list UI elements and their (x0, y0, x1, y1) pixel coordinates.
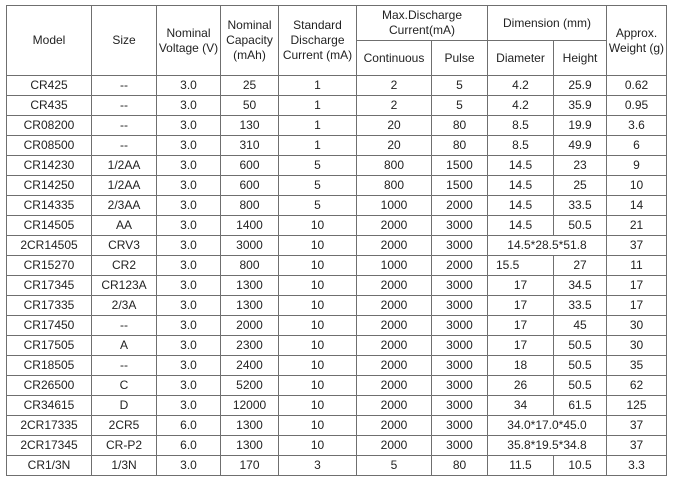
cell-height: 19.9 (554, 116, 607, 136)
cell-diameter: 34 (488, 396, 554, 416)
cell-capacity: 800 (221, 196, 279, 216)
cell-model: 2CR14505 (7, 236, 92, 256)
cell-voltage: 3.0 (157, 276, 221, 296)
cell-height: 33.5 (554, 196, 607, 216)
cell-size: CRV3 (92, 236, 157, 256)
cell-pulse: 3000 (432, 336, 488, 356)
cell-capacity: 310 (221, 136, 279, 156)
cell-height: 50.5 (554, 216, 607, 236)
header-pulse: Pulse (432, 41, 488, 76)
cell-size: -- (92, 76, 157, 96)
cell-height: 50.5 (554, 356, 607, 376)
cell-standard-current: 10 (279, 236, 357, 256)
cell-size: -- (92, 96, 157, 116)
cell-height: 23 (554, 156, 607, 176)
cell-pulse: 5 (432, 76, 488, 96)
cell-pulse: 3000 (432, 276, 488, 296)
spec-table-wrapper (6, 5, 667, 476)
cell-model: CR425 (7, 76, 92, 96)
cell-voltage: 3.0 (157, 296, 221, 316)
table-row (7, 256, 667, 276)
cell-continuous: 2000 (357, 356, 432, 376)
cell-pulse: 3000 (432, 236, 488, 256)
cell-size: A (92, 336, 157, 356)
table-row (7, 156, 667, 176)
cell-size: D (92, 396, 157, 416)
cell-size: CR-P2 (92, 436, 157, 456)
cell-capacity: 1300 (221, 296, 279, 316)
cell-voltage: 3.0 (157, 396, 221, 416)
cell-standard-current: 10 (279, 416, 357, 436)
cell-standard-current: 5 (279, 196, 357, 216)
cell-weight: 37 (607, 436, 667, 456)
header-model: Model (7, 6, 92, 76)
cell-model: 2CR17335 (7, 416, 92, 436)
battery-spec-table (6, 5, 667, 476)
cell-standard-current: 10 (279, 256, 357, 276)
cell-size: 2CR5 (92, 416, 157, 436)
cell-voltage: 3.0 (157, 96, 221, 116)
cell-capacity: 5200 (221, 376, 279, 396)
cell-height: 25.9 (554, 76, 607, 96)
cell-pulse: 80 (432, 456, 488, 476)
cell-capacity: 170 (221, 456, 279, 476)
cell-pulse: 3000 (432, 216, 488, 236)
cell-size: -- (92, 356, 157, 376)
cell-size: -- (92, 116, 157, 136)
cell-diameter: 4.2 (488, 76, 554, 96)
cell-capacity: 2300 (221, 336, 279, 356)
cell-voltage: 3.0 (157, 76, 221, 96)
cell-weight: 35 (607, 356, 667, 376)
header-continuous: Continuous (357, 41, 432, 76)
cell-weight: 9 (607, 156, 667, 176)
cell-continuous: 800 (357, 176, 432, 196)
cell-capacity: 1300 (221, 436, 279, 456)
cell-capacity: 2400 (221, 356, 279, 376)
header-height: Height (554, 41, 607, 76)
cell-size: -- (92, 316, 157, 336)
cell-model: CR14505 (7, 216, 92, 236)
cell-size: C (92, 376, 157, 396)
cell-continuous: 2000 (357, 376, 432, 396)
cell-pulse: 3000 (432, 356, 488, 376)
table-row (7, 196, 667, 216)
cell-pulse: 3000 (432, 436, 488, 456)
cell-diameter: 14.5 (488, 156, 554, 176)
table-row (7, 336, 667, 356)
cell-weight: 37 (607, 236, 667, 256)
cell-weight: 37 (607, 416, 667, 436)
cell-voltage: 3.0 (157, 216, 221, 236)
cell-weight: 30 (607, 316, 667, 336)
cell-continuous: 1000 (357, 256, 432, 276)
cell-height: 50.5 (554, 336, 607, 356)
cell-diameter: 18 (488, 356, 554, 376)
cell-height: 25 (554, 176, 607, 196)
header-weight: Approx. Weight (g) (607, 6, 667, 76)
cell-size: 1/2AA (92, 156, 157, 176)
cell-model: CR17505 (7, 336, 92, 356)
cell-height: 27 (554, 256, 607, 276)
cell-capacity: 1400 (221, 216, 279, 236)
cell-diameter: 14.5 (488, 176, 554, 196)
cell-continuous: 2 (357, 76, 432, 96)
cell-diameter: 15.5 (488, 256, 554, 276)
header-capacity: Nominal Capacity (mAh) (221, 6, 279, 76)
table-row (7, 276, 667, 296)
cell-pulse: 5 (432, 96, 488, 116)
cell-weight: 62 (607, 376, 667, 396)
cell-model: CR1/3N (7, 456, 92, 476)
cell-standard-current: 10 (279, 216, 357, 236)
table-row (7, 356, 667, 376)
cell-pulse: 1500 (432, 156, 488, 176)
cell-height: 45 (554, 316, 607, 336)
table-row (7, 216, 667, 236)
cell-pulse: 3000 (432, 396, 488, 416)
header-standard-current: Standard Discharge Current (mA) (279, 6, 357, 76)
cell-height: 10.5 (554, 456, 607, 476)
table-row (7, 236, 667, 256)
cell-diameter: 11.5 (488, 456, 554, 476)
cell-voltage: 3.0 (157, 136, 221, 156)
cell-model: CR18505 (7, 356, 92, 376)
cell-continuous: 2000 (357, 336, 432, 356)
cell-dimension: 35.8*19.5*34.8 (488, 436, 607, 456)
cell-weight: 0.62 (607, 76, 667, 96)
table-row (7, 176, 667, 196)
cell-capacity: 130 (221, 116, 279, 136)
cell-capacity: 800 (221, 256, 279, 276)
cell-dimension: 14.5*28.5*51.8 (488, 236, 607, 256)
cell-weight: 10 (607, 176, 667, 196)
cell-voltage: 3.0 (157, 376, 221, 396)
cell-dimension: 34.0*17.0*45.0 (488, 416, 607, 436)
cell-size: 1/2AA (92, 176, 157, 196)
cell-height: 61.5 (554, 396, 607, 416)
cell-voltage: 6.0 (157, 436, 221, 456)
cell-weight: 17 (607, 296, 667, 316)
cell-continuous: 2000 (357, 276, 432, 296)
cell-voltage: 3.0 (157, 116, 221, 136)
cell-capacity: 600 (221, 176, 279, 196)
cell-voltage: 6.0 (157, 416, 221, 436)
table-row (7, 96, 667, 116)
cell-pulse: 2000 (432, 256, 488, 276)
cell-weight: 21 (607, 216, 667, 236)
cell-model: CR08200 (7, 116, 92, 136)
cell-standard-current: 3 (279, 456, 357, 476)
cell-diameter: 8.5 (488, 136, 554, 156)
table-row (7, 376, 667, 396)
cell-diameter: 14.5 (488, 196, 554, 216)
cell-weight: 14 (607, 196, 667, 216)
cell-height: 33.5 (554, 296, 607, 316)
cell-standard-current: 10 (279, 296, 357, 316)
cell-standard-current: 1 (279, 136, 357, 156)
cell-weight: 0.95 (607, 96, 667, 116)
cell-continuous: 20 (357, 116, 432, 136)
table-row (7, 436, 667, 456)
cell-voltage: 3.0 (157, 336, 221, 356)
cell-size: 2/3AA (92, 196, 157, 216)
cell-standard-current: 1 (279, 96, 357, 116)
cell-continuous: 2000 (357, 236, 432, 256)
cell-pulse: 1500 (432, 176, 488, 196)
cell-standard-current: 10 (279, 276, 357, 296)
cell-voltage: 3.0 (157, 156, 221, 176)
cell-diameter: 17 (488, 296, 554, 316)
cell-model: CR17335 (7, 296, 92, 316)
cell-model: CR14230 (7, 156, 92, 176)
header-diameter: Diameter (488, 41, 554, 76)
cell-voltage: 3.0 (157, 256, 221, 276)
cell-continuous: 5 (357, 456, 432, 476)
cell-standard-current: 10 (279, 436, 357, 456)
table-row (7, 296, 667, 316)
cell-weight: 17 (607, 276, 667, 296)
table-row (7, 316, 667, 336)
header-dimension: Dimension (mm) (488, 6, 607, 41)
cell-continuous: 2000 (357, 416, 432, 436)
cell-pulse: 3000 (432, 416, 488, 436)
cell-capacity: 1300 (221, 416, 279, 436)
cell-capacity: 2000 (221, 316, 279, 336)
cell-weight: 3.6 (607, 116, 667, 136)
cell-model: CR34615 (7, 396, 92, 416)
cell-continuous: 2000 (357, 396, 432, 416)
table-body (7, 76, 667, 476)
cell-standard-current: 10 (279, 396, 357, 416)
cell-pulse: 2000 (432, 196, 488, 216)
cell-voltage: 3.0 (157, 236, 221, 256)
cell-voltage: 3.0 (157, 316, 221, 336)
cell-standard-current: 10 (279, 356, 357, 376)
table-header (7, 6, 667, 76)
table-row (7, 456, 667, 476)
cell-standard-current: 10 (279, 336, 357, 356)
cell-diameter: 8.5 (488, 116, 554, 136)
cell-height: 49.9 (554, 136, 607, 156)
cell-height: 50.5 (554, 376, 607, 396)
cell-continuous: 2000 (357, 436, 432, 456)
cell-weight: 6 (607, 136, 667, 156)
cell-capacity: 1300 (221, 276, 279, 296)
header-max-current: Max.Discharge Current(mA) (357, 6, 488, 41)
cell-continuous: 2000 (357, 216, 432, 236)
cell-capacity: 600 (221, 156, 279, 176)
cell-diameter: 17 (488, 336, 554, 356)
cell-diameter: 14.5 (488, 216, 554, 236)
cell-continuous: 2000 (357, 296, 432, 316)
cell-pulse: 80 (432, 116, 488, 136)
cell-continuous: 20 (357, 136, 432, 156)
header-voltage: Nominal Voltage (V) (157, 6, 221, 76)
cell-capacity: 50 (221, 96, 279, 116)
table-row (7, 76, 667, 96)
cell-continuous: 1000 (357, 196, 432, 216)
cell-pulse: 3000 (432, 316, 488, 336)
cell-height: 34.5 (554, 276, 607, 296)
cell-size: 2/3A (92, 296, 157, 316)
cell-continuous: 2000 (357, 316, 432, 336)
header-size: Size (92, 6, 157, 76)
cell-standard-current: 5 (279, 176, 357, 196)
cell-capacity: 25 (221, 76, 279, 96)
cell-standard-current: 10 (279, 316, 357, 336)
table-row (7, 396, 667, 416)
cell-model: CR14335 (7, 196, 92, 216)
cell-model: CR14250 (7, 176, 92, 196)
cell-size: -- (92, 136, 157, 156)
cell-continuous: 2 (357, 96, 432, 116)
cell-voltage: 3.0 (157, 176, 221, 196)
cell-standard-current: 1 (279, 76, 357, 96)
cell-standard-current: 10 (279, 376, 357, 396)
table-row (7, 116, 667, 136)
cell-capacity: 3000 (221, 236, 279, 256)
cell-voltage: 3.0 (157, 356, 221, 376)
cell-capacity: 12000 (221, 396, 279, 416)
cell-pulse: 3000 (432, 296, 488, 316)
cell-standard-current: 1 (279, 116, 357, 136)
cell-voltage: 3.0 (157, 456, 221, 476)
cell-pulse: 3000 (432, 376, 488, 396)
cell-model: 2CR17345 (7, 436, 92, 456)
cell-continuous: 800 (357, 156, 432, 176)
table-row (7, 136, 667, 156)
cell-size: CR2 (92, 256, 157, 276)
cell-model: CR17345 (7, 276, 92, 296)
cell-size: AA (92, 216, 157, 236)
cell-standard-current: 5 (279, 156, 357, 176)
cell-model: CR08500 (7, 136, 92, 156)
cell-model: CR26500 (7, 376, 92, 396)
cell-height: 35.9 (554, 96, 607, 116)
cell-diameter: 17 (488, 316, 554, 336)
cell-diameter: 4.2 (488, 96, 554, 116)
cell-diameter: 17 (488, 276, 554, 296)
cell-weight: 11 (607, 256, 667, 276)
cell-weight: 3.3 (607, 456, 667, 476)
cell-size: CR123A (92, 276, 157, 296)
cell-model: CR435 (7, 96, 92, 116)
cell-weight: 30 (607, 336, 667, 356)
cell-size: 1/3N (92, 456, 157, 476)
cell-pulse: 80 (432, 136, 488, 156)
cell-diameter: 26 (488, 376, 554, 396)
cell-model: CR17450 (7, 316, 92, 336)
cell-voltage: 3.0 (157, 196, 221, 216)
cell-model: CR15270 (7, 256, 92, 276)
table-row (7, 416, 667, 436)
cell-weight: 125 (607, 396, 667, 416)
